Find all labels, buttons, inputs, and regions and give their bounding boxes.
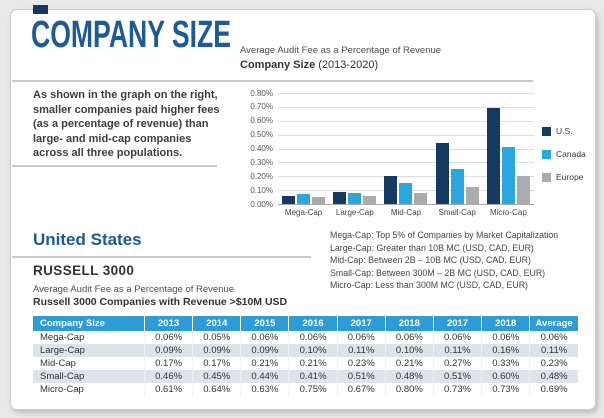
row-label-cell: Mid-Cap (40, 358, 76, 369)
bar-group-mid-cap (380, 93, 431, 204)
chart-legend (542, 126, 586, 195)
bar-group-large-cap (329, 93, 380, 204)
bar-us-large-cap (333, 192, 346, 204)
y-tick-label: 0.70% (250, 102, 273, 112)
audit-fee-table-body (33, 331, 578, 396)
bar-europe-small-cap (466, 187, 479, 204)
value-cell: 0.16% (482, 344, 530, 357)
bar-us-small-cap (436, 143, 449, 204)
value-cell: 0.75% (289, 383, 337, 396)
corner-logo-mark (33, 5, 48, 14)
chart-title (240, 59, 441, 71)
value-cell: 0.69% (530, 383, 578, 396)
value-cell: 0.51% (433, 370, 481, 383)
page-title: COMPANY SIZE (31, 14, 232, 56)
bar-europe-mid-cap (414, 193, 427, 204)
bar-europe-micro-cap (517, 176, 530, 204)
x-tick-label: Large-Cap (335, 208, 374, 217)
value-cell: 0.11% (337, 344, 385, 357)
value-cell: 0.44% (241, 370, 289, 383)
value-cell: 0.06% (530, 331, 578, 344)
bar-us-mid-cap (384, 176, 397, 204)
definition-line: Large-Cap: Greater than 10B MC (USD, CAD, EUR) (330, 242, 534, 253)
definition-line: Mid-Cap: Between 2B – 10B MC (USD, CAD, EUR) (330, 255, 531, 266)
bar-canada-mega-cap (297, 194, 310, 204)
table-row (33, 357, 578, 370)
value-cell: 0.06% (337, 331, 385, 344)
value-cell: 0.06% (241, 331, 289, 344)
intro-text: As shown in the graph on the right, smaller companies paid higher fees (as a percentage of revenue) than large- and mid-cap companies across all three populations. (33, 89, 220, 160)
chart-x-axis (278, 208, 534, 220)
value-cell: 0.06% (145, 331, 193, 344)
y-tick-label: 0.20% (250, 171, 273, 181)
index-name: RUSSELL 3000 (33, 263, 135, 278)
bar-group-small-cap (432, 93, 483, 204)
table-caption-line1: Average Audit Fee as a Percentage of Revenue (33, 284, 235, 295)
legend-label: U.S. (556, 126, 573, 136)
x-tick-label: Mid-Cap (390, 208, 422, 217)
y-tick-label: 0.00% (250, 199, 273, 209)
table-header-cell: 2015 (241, 316, 289, 331)
value-cell: 0.61% (145, 383, 193, 396)
table-header-row (33, 316, 578, 331)
value-cell: 0.06% (385, 331, 433, 344)
value-cell: 0.23% (337, 357, 385, 370)
value-cell: 0.09% (145, 344, 193, 357)
value-cell: 0.46% (145, 370, 193, 383)
table-header-cell: Company Size (33, 316, 145, 331)
row-label-cell: Large-Cap (40, 345, 85, 356)
value-cell: 0.05% (193, 331, 241, 344)
table-header-cell: 2017 (433, 316, 481, 331)
value-cell: 0.21% (385, 357, 433, 370)
audit-fee-table-head (33, 316, 578, 331)
row-label-cell: Mega-Cap (40, 332, 85, 343)
legend-swatch-icon (542, 127, 551, 136)
value-cell: 0.21% (241, 357, 289, 370)
value-cell: 0.27% (433, 357, 481, 370)
chart-header (240, 45, 441, 71)
bar-canada-small-cap (451, 169, 464, 204)
definition-line: Micro-Cap: Less than 300M MC (USD, CAD, EUR) (330, 280, 528, 291)
value-cell: 0.11% (530, 344, 578, 357)
table-header-cell: 2017 (337, 316, 385, 331)
value-cell: 0.10% (385, 344, 433, 357)
y-tick-label: 0.10% (250, 185, 273, 195)
value-cell: 0.48% (385, 370, 433, 383)
divider-intro-bottom (12, 165, 217, 167)
table-row (33, 331, 578, 344)
table-header-cell: 2018 (385, 316, 433, 331)
bar-us-micro-cap (487, 108, 500, 204)
legend-item-us (542, 126, 586, 136)
value-cell: 0.73% (433, 383, 481, 396)
x-tick-label: Micro-Cap (489, 208, 527, 217)
bar-europe-mega-cap (312, 197, 325, 204)
y-tick-label: 0.60% (250, 116, 273, 126)
value-cell: 0.45% (193, 370, 241, 383)
value-cell: 0.41% (289, 370, 337, 383)
table-header-cell: 2013 (145, 316, 193, 331)
divider-top (12, 80, 533, 82)
bar-group-micro-cap (483, 93, 534, 204)
value-cell: 0.67% (337, 383, 385, 396)
bar-chart (240, 88, 552, 226)
value-cell: 0.33% (482, 357, 530, 370)
chart-y-axis (240, 88, 273, 209)
y-tick-label: 0.40% (250, 144, 273, 153)
row-label-cell: Micro-Cap (40, 384, 84, 395)
chart-plot (278, 93, 534, 204)
value-cell: 0.48% (530, 370, 578, 383)
value-cell: 0.06% (289, 331, 337, 344)
table-header-cell: 2014 (193, 316, 241, 331)
table-header-cell: 2016 (289, 316, 337, 331)
definition-line: Mega-Cap: Top 5% of Companies by Market Capitalization (330, 230, 559, 240)
chart-title-period: (2013-2020) (315, 59, 379, 71)
value-cell: 0.06% (482, 331, 530, 344)
bar-canada-micro-cap (502, 147, 515, 204)
gridline (278, 204, 534, 205)
x-tick-label: Small-Cap (438, 208, 476, 217)
value-cell: 0.11% (433, 344, 481, 357)
table-caption-line2: Russell 3000 Companies with Revenue >$10M USD (33, 296, 288, 308)
value-cell: 0.23% (530, 357, 578, 370)
y-tick-label: 0.80% (250, 88, 273, 98)
chart-title-bold: Company Size (240, 59, 316, 71)
legend-label: Canada (556, 149, 586, 159)
table-header-cell: Average (530, 316, 578, 331)
table-row (33, 344, 578, 357)
cap-definitions (330, 229, 558, 292)
bar-europe-large-cap (363, 196, 376, 204)
section-heading-united-states: United States (33, 230, 142, 249)
bar-canada-mid-cap (399, 183, 412, 204)
value-cell: 0.09% (241, 344, 289, 357)
y-tick-label: 0.50% (250, 130, 273, 140)
value-cell: 0.21% (289, 357, 337, 370)
bar-canada-large-cap (348, 193, 361, 204)
audit-fee-table (33, 316, 578, 396)
legend-item-europe (542, 172, 586, 182)
value-cell: 0.60% (482, 370, 530, 383)
value-cell: 0.51% (337, 370, 385, 383)
definition-line: Small-Cap: Between 300M – 2B MC (USD, CAD, EUR) (330, 267, 546, 278)
row-label-cell: Small-Cap (40, 371, 85, 382)
table-header-cell: 2018 (482, 316, 530, 331)
value-cell: 0.17% (193, 357, 241, 370)
legend-item-canada (542, 149, 586, 159)
y-tick-label: 0.30% (250, 157, 273, 167)
value-cell: 0.17% (145, 357, 193, 370)
bar-us-mega-cap (282, 196, 295, 204)
chart-subtitle: Average Audit Fee as a Percentage of Revenue (240, 45, 442, 56)
legend-label: Europe (556, 172, 584, 182)
value-cell: 0.73% (482, 383, 530, 396)
value-cell: 0.06% (433, 331, 481, 344)
bar-group-mega-cap (278, 93, 329, 204)
value-cell: 0.64% (193, 383, 241, 396)
legend-swatch-icon (542, 173, 551, 182)
legend-swatch-icon (542, 150, 551, 159)
table-row (33, 383, 578, 396)
table-row (33, 370, 578, 383)
value-cell: 0.10% (289, 344, 337, 357)
value-cell: 0.63% (241, 383, 289, 396)
divider-us-section (12, 256, 311, 258)
value-cell: 0.09% (193, 344, 241, 357)
value-cell: 0.80% (385, 383, 433, 396)
x-tick-label: Mega-Cap (284, 208, 323, 217)
